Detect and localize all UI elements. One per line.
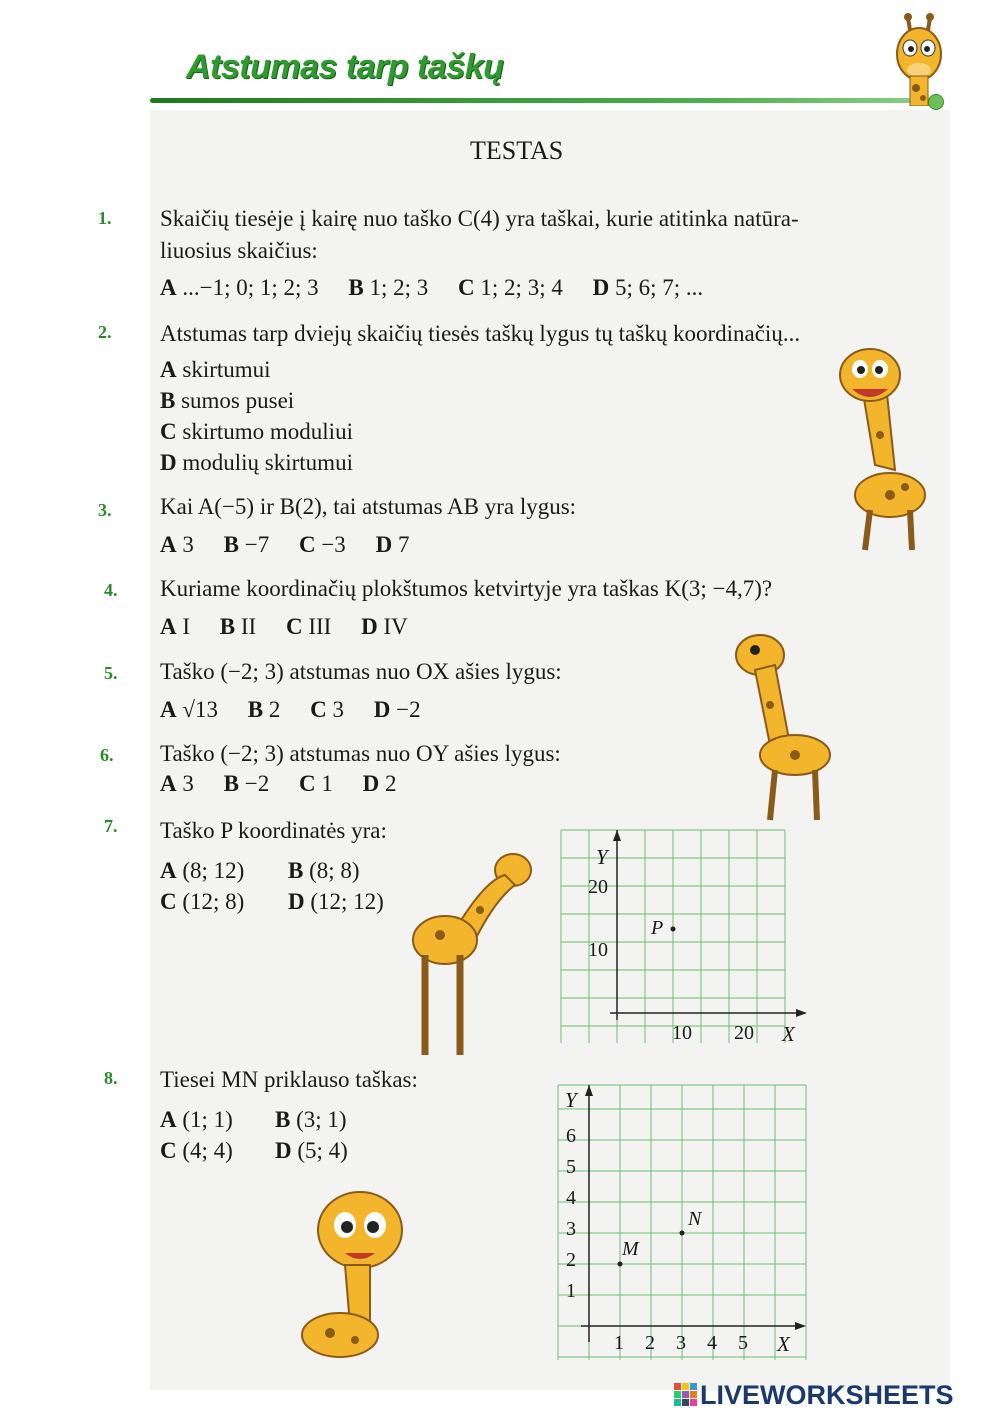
axis-x-label: X	[782, 1022, 795, 1046]
y-tick-label: 2	[566, 1249, 576, 1271]
question-number: 7.	[104, 816, 118, 836]
y-tick-label: 5	[566, 1156, 576, 1178]
question-text	[160, 203, 950, 267]
axis-y-label: Y	[596, 845, 608, 869]
option-b[interactable]: B (3; 1)	[275, 1107, 347, 1132]
options-grid	[160, 1104, 420, 1166]
x-tick-label: 2	[645, 1332, 655, 1354]
option-d[interactable]: D modulių skirtumui	[160, 450, 353, 475]
axis-x-label: X	[777, 1332, 790, 1356]
option-b[interactable]: B −7	[223, 532, 270, 557]
option-a[interactable]: A 3	[160, 532, 194, 557]
liveworksheets-logo-icon	[674, 1383, 698, 1407]
option-b[interactable]: B sumos pusei	[160, 388, 295, 413]
y-tick-label: 1	[566, 1280, 576, 1302]
option-b[interactable]: B (8; 8)	[288, 858, 360, 883]
option-a[interactable]: A ...−1; 0; 1; 2; 3	[160, 275, 319, 300]
x-tick-label: 3	[676, 1332, 686, 1354]
option-c[interactable]: C (4; 4)	[160, 1138, 233, 1163]
option-c[interactable]: C 1; 2; 3; 4	[458, 275, 563, 300]
point-n-label: N	[688, 1208, 702, 1230]
option-c[interactable]: C −3	[298, 532, 346, 557]
option-c[interactable]: C (12; 8)	[160, 889, 245, 914]
question-text: Taško (−2; 3) atstumas nuo OX ašies lygus:	[160, 659, 562, 684]
point-m-label: M	[622, 1238, 639, 1260]
giraffe-illustration-2	[715, 615, 845, 825]
x-tick-label: 5	[738, 1332, 748, 1354]
question-number: 3.	[98, 500, 112, 520]
option-c[interactable]: C skirtumo moduliui	[160, 419, 353, 444]
option-b[interactable]: B 1; 2; 3	[348, 275, 429, 300]
x-tick-label: 1	[614, 1332, 624, 1354]
question-number: 8.	[104, 1068, 118, 1088]
options-grid	[160, 855, 420, 917]
giraffe-illustration-1	[800, 335, 930, 555]
option-d[interactable]: D (12; 12)	[288, 889, 384, 914]
option-a[interactable]: A (1; 1)	[160, 1107, 233, 1132]
y-tick-label: 10	[588, 939, 608, 961]
question-line: liuosius skaičius:	[160, 238, 318, 263]
option-a[interactable]: A √13	[160, 697, 218, 722]
question-text: Kai A(−5) ir B(2), tai atstumas AB yra lygus:	[160, 494, 577, 519]
question-text: Taško P koordinatės yra:	[160, 818, 387, 843]
x-tick-label: 4	[707, 1332, 717, 1354]
question-number: 1.	[98, 208, 112, 228]
page-title: Atstumas tarp taškų	[186, 48, 504, 86]
y-tick-label: 3	[566, 1218, 576, 1240]
option-d[interactable]: D 5; 6; 7; ...	[592, 275, 704, 300]
y-tick-label: 4	[566, 1187, 576, 1209]
option-d[interactable]: D (5; 4)	[275, 1138, 348, 1163]
question-text: Atstumas tarp dviejų skaičių tiesės taškų lygus tų taškų koordinačių...	[160, 321, 801, 346]
y-tick-label: 6	[566, 1125, 576, 1147]
y-tick-label: 20	[588, 876, 608, 898]
options-row	[160, 768, 420, 799]
option-b[interactable]: B 2	[247, 697, 281, 722]
question-text: Taško (−2; 3) atstumas nuo OY ašies lygus:	[160, 741, 561, 766]
question-number: 4.	[104, 580, 118, 600]
options-list	[160, 354, 353, 478]
point-p-label: P	[651, 917, 664, 939]
giraffe-illustration-4	[260, 1175, 420, 1375]
option-c[interactable]: C 3	[310, 697, 344, 722]
question-number: 5.	[104, 663, 118, 683]
option-a[interactable]: A I	[160, 614, 191, 639]
x-tick-label: 10	[672, 1022, 692, 1044]
header-rule	[150, 98, 940, 103]
option-d[interactable]: D −2	[373, 697, 421, 722]
brand-name: LIVEWORKSHEETS	[700, 1380, 954, 1410]
x-tick-label: 20	[734, 1022, 754, 1044]
option-d[interactable]: D 7	[375, 532, 410, 557]
option-a[interactable]: A (8; 12)	[160, 858, 245, 883]
option-a[interactable]: A 3	[160, 771, 194, 796]
option-b[interactable]: B −2	[223, 771, 270, 796]
options-row	[160, 272, 727, 303]
giraffe-illustration-3	[395, 830, 535, 1060]
option-c[interactable]: C 1	[298, 771, 333, 796]
option-d[interactable]: D IV	[361, 614, 408, 639]
question-line: Skaičių tiesėje į kairę nuo taško C(4) yra taškai, kurie atitinka natūra-	[160, 206, 799, 231]
option-a[interactable]: A skirtumui	[160, 357, 271, 382]
question-text: Kuriame koordinačių plokštumos ketvirtyje yra taškas K(3; −4,7)?	[160, 576, 773, 601]
options-row	[160, 694, 445, 725]
question-number: 2.	[98, 322, 112, 342]
option-c[interactable]: C III	[285, 614, 332, 639]
question-text: Tiesei MN priklauso taškas:	[160, 1067, 418, 1092]
giraffe-head-icon	[886, 10, 954, 106]
question-number: 6.	[100, 745, 114, 765]
test-title: TESTAS	[470, 136, 564, 165]
options-row	[160, 611, 432, 642]
option-b[interactable]: B II	[219, 614, 257, 639]
axis-y-label: Y	[565, 1088, 577, 1112]
option-d[interactable]: D 2	[362, 771, 397, 796]
options-row	[160, 529, 433, 560]
